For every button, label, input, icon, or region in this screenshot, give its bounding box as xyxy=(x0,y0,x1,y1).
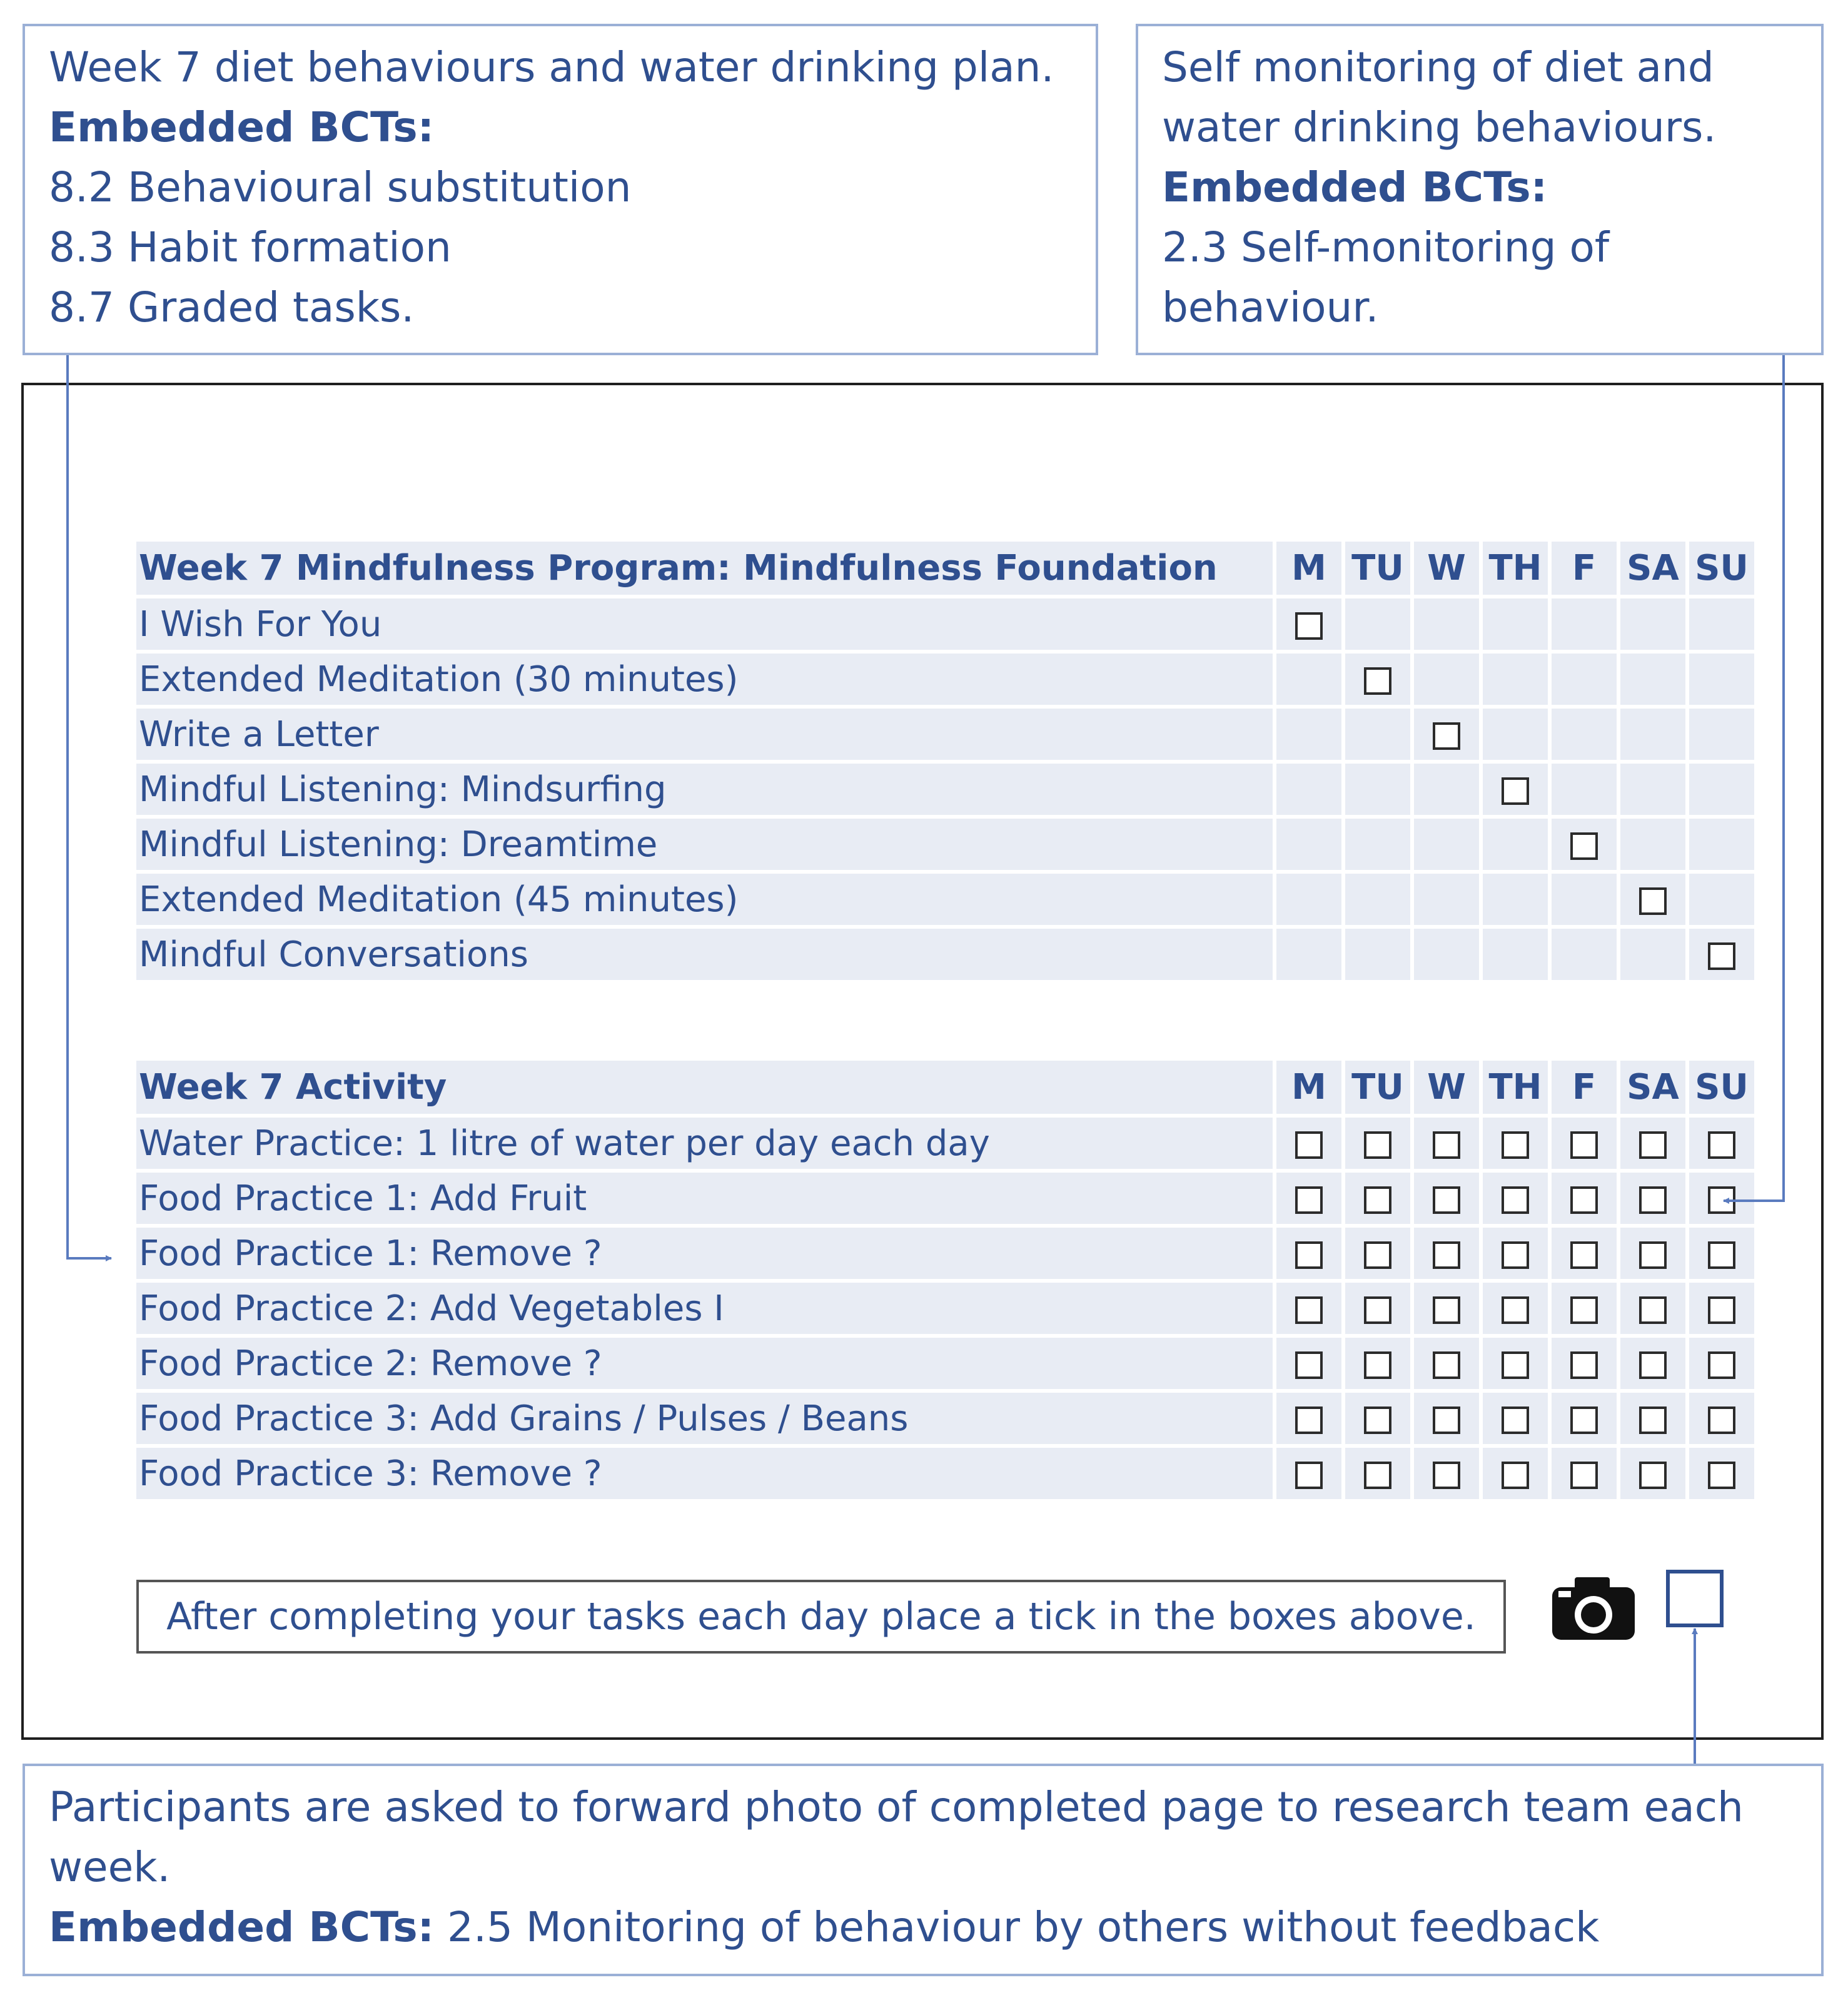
day-cell xyxy=(1275,1446,1343,1501)
day-cell xyxy=(1275,1171,1343,1226)
checkbox-su[interactable] xyxy=(1708,1131,1735,1159)
day-cell xyxy=(1618,1281,1687,1336)
day-cell xyxy=(1412,872,1481,927)
checkbox-th[interactable] xyxy=(1502,1351,1529,1379)
instruction-box: After completing your tasks each day place a tick in the boxes above. xyxy=(136,1580,1506,1654)
task-label: Mindful Conversations xyxy=(136,927,1275,982)
checkbox-f[interactable] xyxy=(1570,1407,1598,1434)
day-cell xyxy=(1343,1336,1412,1391)
day-cell xyxy=(1412,1116,1481,1171)
day-header-su: SU xyxy=(1687,1061,1756,1116)
day-cell xyxy=(1687,1171,1756,1226)
checkbox-sa[interactable] xyxy=(1639,887,1667,915)
day-cell xyxy=(1481,1336,1550,1391)
day-cell xyxy=(1550,1281,1618,1336)
checkbox-su[interactable] xyxy=(1708,1351,1735,1379)
day-cell xyxy=(1275,707,1343,762)
day-cell xyxy=(1481,1281,1550,1336)
day-cell xyxy=(1550,817,1618,872)
task-label: Mindful Listening: Mindsurfing xyxy=(136,762,1275,817)
day-cell xyxy=(1343,707,1412,762)
table-header-row xyxy=(136,1061,1756,1116)
task-label: Food Practice 3: Remove ? xyxy=(136,1446,1275,1501)
day-cell xyxy=(1343,1391,1412,1446)
checkbox-su[interactable] xyxy=(1708,1186,1735,1214)
day-cell xyxy=(1343,762,1412,817)
day-cell xyxy=(1687,927,1756,982)
checkbox-tu[interactable] xyxy=(1364,1131,1391,1159)
day-cell xyxy=(1275,762,1343,817)
day-cell xyxy=(1481,762,1550,817)
day-cell xyxy=(1343,872,1412,927)
checkbox-th[interactable] xyxy=(1502,1241,1529,1269)
day-cell xyxy=(1343,1226,1412,1281)
table-row xyxy=(136,817,1756,872)
day-cell xyxy=(1481,1226,1550,1281)
day-cell xyxy=(1275,1391,1343,1446)
checkbox-su[interactable] xyxy=(1708,1462,1735,1489)
callout-self-monitoring-item: behaviour. xyxy=(1162,283,1379,331)
task-label: Extended Meditation (45 minutes) xyxy=(136,872,1275,927)
day-cell xyxy=(1481,652,1550,707)
day-cell xyxy=(1481,1171,1550,1226)
day-cell xyxy=(1412,817,1481,872)
day-cell xyxy=(1412,1391,1481,1446)
checkbox-m[interactable] xyxy=(1295,612,1323,640)
task-label: Water Practice: 1 litre of water per day each day xyxy=(136,1116,1275,1171)
day-cell xyxy=(1687,1116,1756,1171)
day-cell xyxy=(1412,1446,1481,1501)
day-cell xyxy=(1481,1446,1550,1501)
checkbox-w[interactable] xyxy=(1433,1462,1460,1489)
checkbox-w[interactable] xyxy=(1433,1351,1460,1379)
day-cell xyxy=(1412,652,1481,707)
day-cell xyxy=(1618,652,1687,707)
checkbox-f[interactable] xyxy=(1570,1131,1598,1159)
checkbox-m[interactable] xyxy=(1295,1131,1323,1159)
callout-photo-forwarding xyxy=(23,1764,1824,1976)
callout-photo-text: 2.5 Monitoring of behaviour by others without feedback xyxy=(434,1903,1600,1951)
checkbox-m[interactable] xyxy=(1295,1462,1323,1489)
checkbox-su[interactable] xyxy=(1708,942,1735,970)
day-cell xyxy=(1412,1281,1481,1336)
table-row xyxy=(136,762,1756,817)
checkbox-w[interactable] xyxy=(1433,1131,1460,1159)
day-cell xyxy=(1687,597,1756,652)
day-cell xyxy=(1481,817,1550,872)
day-cell xyxy=(1343,817,1412,872)
day-cell xyxy=(1687,707,1756,762)
checkbox-m[interactable] xyxy=(1295,1351,1323,1379)
table-row xyxy=(136,707,1756,762)
day-cell xyxy=(1412,1226,1481,1281)
callout-diet-plan-item: 8.2 Behavioural substitution xyxy=(49,163,632,211)
checkbox-th[interactable] xyxy=(1502,777,1529,805)
day-cell xyxy=(1412,597,1481,652)
checkbox-tu[interactable] xyxy=(1364,1296,1391,1324)
checkbox-m[interactable] xyxy=(1295,1186,1323,1214)
table-title: Week 7 Activity xyxy=(136,1061,1275,1116)
table-row xyxy=(136,1391,1756,1446)
day-cell xyxy=(1275,1226,1343,1281)
checkbox-m[interactable] xyxy=(1295,1296,1323,1324)
day-header-w: W xyxy=(1412,542,1481,597)
checkbox-sa[interactable] xyxy=(1639,1351,1667,1379)
day-cell xyxy=(1481,1391,1550,1446)
day-header-tu: TU xyxy=(1343,1061,1412,1116)
day-cell xyxy=(1412,762,1481,817)
task-label: Mindful Listening: Dreamtime xyxy=(136,817,1275,872)
checkbox-f[interactable] xyxy=(1570,1186,1598,1214)
table-row xyxy=(136,1336,1756,1391)
day-cell xyxy=(1687,817,1756,872)
day-cell xyxy=(1412,927,1481,982)
table-row xyxy=(136,872,1756,927)
day-cell xyxy=(1687,1391,1756,1446)
day-cell xyxy=(1618,927,1687,982)
checkbox-w[interactable] xyxy=(1433,1407,1460,1434)
checkbox-su[interactable] xyxy=(1708,1296,1735,1324)
task-label: Food Practice 1: Add Fruit xyxy=(136,1171,1275,1226)
weekly-worksheet xyxy=(21,383,1824,1740)
day-header-th: TH xyxy=(1481,542,1550,597)
day-cell xyxy=(1687,1226,1756,1281)
callout-photo-label: Embedded BCTs: xyxy=(49,1903,435,1951)
table-row xyxy=(136,1171,1756,1226)
day-cell xyxy=(1343,1281,1412,1336)
checkbox-f[interactable] xyxy=(1570,1351,1598,1379)
checkbox-w[interactable] xyxy=(1433,722,1460,750)
day-header-f: F xyxy=(1550,1061,1618,1116)
table-row xyxy=(136,652,1756,707)
day-cell xyxy=(1618,817,1687,872)
day-header-sa: SA xyxy=(1618,1061,1687,1116)
task-label: Extended Meditation (30 minutes) xyxy=(136,652,1275,707)
photo-sent-checkbox[interactable] xyxy=(1666,1570,1724,1627)
day-cell xyxy=(1687,652,1756,707)
checkbox-th[interactable] xyxy=(1502,1462,1529,1489)
day-header-su: SU xyxy=(1687,542,1756,597)
checkbox-f[interactable] xyxy=(1570,1462,1598,1489)
day-cell xyxy=(1687,1336,1756,1391)
day-cell xyxy=(1550,1116,1618,1171)
callout-diet-plan-item: 8.7 Graded tasks. xyxy=(49,283,415,331)
task-label: I Wish For You xyxy=(136,597,1275,652)
day-cell xyxy=(1275,1116,1343,1171)
day-cell xyxy=(1618,707,1687,762)
callout-diet-plan-item: 8.3 Habit formation xyxy=(49,223,452,271)
day-cell xyxy=(1618,762,1687,817)
checkbox-th[interactable] xyxy=(1502,1186,1529,1214)
day-cell xyxy=(1550,927,1618,982)
day-cell xyxy=(1343,1171,1412,1226)
task-label: Write a Letter xyxy=(136,707,1275,762)
day-cell xyxy=(1550,707,1618,762)
checkbox-tu[interactable] xyxy=(1364,667,1391,695)
camera-icon xyxy=(1550,1573,1637,1642)
callout-self-monitoring-item: 2.3 Self-monitoring of xyxy=(1162,223,1610,271)
day-cell xyxy=(1343,927,1412,982)
checkbox-sa[interactable] xyxy=(1639,1462,1667,1489)
checkbox-w[interactable] xyxy=(1433,1296,1460,1324)
checkbox-sa[interactable] xyxy=(1639,1241,1667,1269)
day-cell xyxy=(1343,652,1412,707)
day-cell xyxy=(1481,872,1550,927)
checkbox-tu[interactable] xyxy=(1364,1241,1391,1269)
checkbox-su[interactable] xyxy=(1708,1407,1735,1434)
checkbox-tu[interactable] xyxy=(1364,1186,1391,1214)
checkbox-m[interactable] xyxy=(1295,1241,1323,1269)
day-cell xyxy=(1550,1171,1618,1226)
day-cell xyxy=(1687,872,1756,927)
day-header-th: TH xyxy=(1481,1061,1550,1116)
day-cell xyxy=(1412,1171,1481,1226)
callout-self-monitoring xyxy=(1136,24,1824,355)
day-cell xyxy=(1343,597,1412,652)
day-cell xyxy=(1275,597,1343,652)
day-cell xyxy=(1618,872,1687,927)
day-cell xyxy=(1618,1391,1687,1446)
day-cell xyxy=(1618,1171,1687,1226)
day-cell xyxy=(1550,1391,1618,1446)
day-cell xyxy=(1275,927,1343,982)
day-header-w: W xyxy=(1412,1061,1481,1116)
day-cell xyxy=(1275,817,1343,872)
callout-photo-bct xyxy=(49,1897,1797,1957)
day-cell xyxy=(1275,1281,1343,1336)
checkbox-th[interactable] xyxy=(1502,1407,1529,1434)
callout-self-monitoring-line: Self monitoring of diet and xyxy=(1162,43,1714,91)
task-label: Food Practice 3: Add Grains / Pulses / Beans xyxy=(136,1391,1275,1446)
day-cell xyxy=(1343,1446,1412,1501)
day-cell xyxy=(1687,1446,1756,1501)
day-cell xyxy=(1481,597,1550,652)
day-header-sa: SA xyxy=(1618,542,1687,597)
day-cell xyxy=(1550,762,1618,817)
callout-self-monitoring-line: water drinking behaviours. xyxy=(1162,103,1717,151)
day-cell xyxy=(1343,1116,1412,1171)
day-cell xyxy=(1550,1336,1618,1391)
day-cell xyxy=(1618,597,1687,652)
day-cell xyxy=(1687,762,1756,817)
checkbox-su[interactable] xyxy=(1708,1241,1735,1269)
day-cell xyxy=(1412,1336,1481,1391)
activity-table xyxy=(136,1061,1758,1503)
checkbox-sa[interactable] xyxy=(1639,1131,1667,1159)
day-cell xyxy=(1275,652,1343,707)
day-header-m: M xyxy=(1275,542,1343,597)
checkbox-m[interactable] xyxy=(1295,1407,1323,1434)
checkbox-w[interactable] xyxy=(1433,1241,1460,1269)
checkbox-sa[interactable] xyxy=(1639,1407,1667,1434)
table-row xyxy=(136,1281,1756,1336)
day-cell xyxy=(1618,1226,1687,1281)
day-cell xyxy=(1275,1336,1343,1391)
checkbox-tu[interactable] xyxy=(1364,1351,1391,1379)
table-row xyxy=(136,1226,1756,1281)
table-title: Week 7 Mindfulness Program: Mindfulness Foundation xyxy=(136,542,1275,597)
table-row xyxy=(136,1446,1756,1501)
callout-self-monitoring-label: Embedded BCTs: xyxy=(1162,163,1548,211)
callout-photo-line: Participants are asked to forward photo of completed page to research team each xyxy=(49,1783,1744,1831)
day-cell xyxy=(1275,872,1343,927)
day-cell xyxy=(1550,597,1618,652)
checkbox-w[interactable] xyxy=(1433,1186,1460,1214)
day-cell xyxy=(1550,1446,1618,1501)
day-header-f: F xyxy=(1550,542,1618,597)
table-row xyxy=(136,597,1756,652)
table-header-row xyxy=(136,542,1756,597)
callout-diet-plan-title: Week 7 diet behaviours and water drinking plan. xyxy=(49,43,1054,91)
day-cell xyxy=(1481,1116,1550,1171)
day-cell xyxy=(1550,1226,1618,1281)
day-cell xyxy=(1481,927,1550,982)
task-label: Food Practice 2: Add Vegetables I xyxy=(136,1281,1275,1336)
day-cell xyxy=(1618,1336,1687,1391)
checkbox-sa[interactable] xyxy=(1639,1186,1667,1214)
checkbox-th[interactable] xyxy=(1502,1131,1529,1159)
day-cell xyxy=(1412,707,1481,762)
day-cell xyxy=(1687,1281,1756,1336)
day-cell xyxy=(1481,707,1550,762)
table-row xyxy=(136,927,1756,982)
table-row xyxy=(136,1116,1756,1171)
checkbox-f[interactable] xyxy=(1570,1296,1598,1324)
checkbox-sa[interactable] xyxy=(1639,1296,1667,1324)
day-cell xyxy=(1618,1116,1687,1171)
callout-diet-plan xyxy=(23,24,1098,355)
day-header-tu: TU xyxy=(1343,542,1412,597)
task-label: Food Practice 1: Remove ? xyxy=(136,1226,1275,1281)
checkbox-tu[interactable] xyxy=(1364,1407,1391,1434)
checkbox-tu[interactable] xyxy=(1364,1462,1391,1489)
day-cell xyxy=(1550,652,1618,707)
task-label: Food Practice 2: Remove ? xyxy=(136,1336,1275,1391)
day-header-m: M xyxy=(1275,1061,1343,1116)
checkbox-th[interactable] xyxy=(1502,1296,1529,1324)
callout-diet-plan-label: Embedded BCTs: xyxy=(49,103,435,151)
checkbox-f[interactable] xyxy=(1570,1241,1598,1269)
day-cell xyxy=(1550,872,1618,927)
callout-photo-line: week. xyxy=(49,1843,171,1891)
checkbox-f[interactable] xyxy=(1570,832,1598,860)
day-cell xyxy=(1618,1446,1687,1501)
mindfulness-table xyxy=(136,542,1758,984)
